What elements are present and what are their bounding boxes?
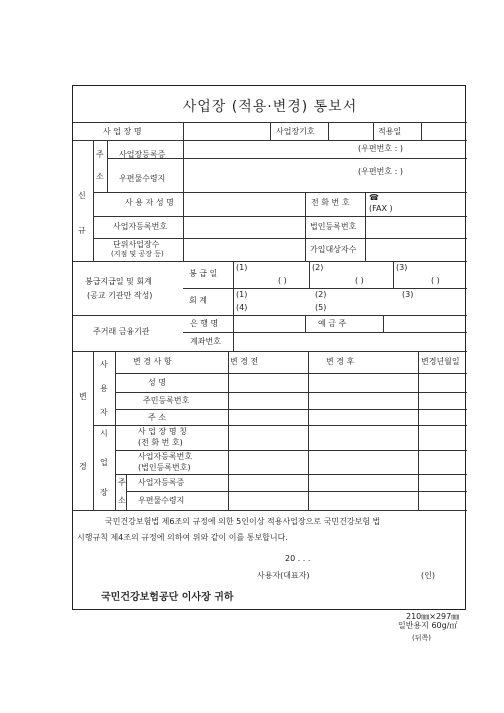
unit-count-label-2: (지점 및 공장 등) xyxy=(111,250,164,258)
rule xyxy=(73,261,467,262)
notice-line-1: 국민건강보험법 제6조의 규정에 의한 5인이상 적용사업장으로 국민건강보험 법 xyxy=(105,517,381,526)
account-holder-label: 예 금 주 xyxy=(318,319,347,328)
paper-type: 일반용지 60g/㎡ xyxy=(398,621,458,630)
rule xyxy=(115,474,467,475)
rule xyxy=(93,140,94,261)
rule xyxy=(308,351,309,510)
change-date-header: 변경년월일 xyxy=(421,357,460,366)
resident-number-label: 주민등록번호 xyxy=(143,396,190,405)
biz-label-1: 시 xyxy=(100,429,108,438)
rule xyxy=(93,425,467,426)
account-number-label: 계좌번호 xyxy=(190,337,221,346)
before-header: 변 경 전 xyxy=(230,357,259,366)
new-label-1: 신 xyxy=(78,191,86,200)
account-5: (5) xyxy=(315,303,327,312)
rule xyxy=(373,122,374,140)
rule xyxy=(305,315,306,332)
rule xyxy=(183,332,467,333)
user-label-3: 자 xyxy=(100,408,108,417)
biz-reg-label-1: 사업자등록번호 xyxy=(138,452,193,461)
rule xyxy=(183,122,184,261)
accounting-label: 회 계 xyxy=(189,296,207,305)
change-label-1: 변 xyxy=(79,392,87,401)
member-count-label: 가입대상자수 xyxy=(310,245,357,254)
rule xyxy=(305,192,306,261)
account-3: (3) xyxy=(402,290,414,299)
user-label-2: 용 xyxy=(100,384,108,393)
payday-label: 봉 급 일 xyxy=(189,269,218,278)
user-label-1: 사 xyxy=(100,360,108,369)
name-label: 성 명 xyxy=(148,378,166,387)
payday-paren-2: ( ) xyxy=(355,276,364,285)
change-addr-label-1: 주 xyxy=(118,478,126,487)
back-side-note: (뒤쪽) xyxy=(412,634,431,642)
rule xyxy=(183,288,467,289)
change-addr-label-2: 소 xyxy=(118,496,126,505)
address-label-2: 소 xyxy=(96,172,104,181)
zip-field-1[interactable]: (우편번호 : ) xyxy=(358,144,403,153)
apply-date-label: 적용일 xyxy=(378,127,402,136)
rule xyxy=(418,351,419,510)
payday-paren-1: ( ) xyxy=(278,276,287,285)
account-4: (4) xyxy=(236,303,248,312)
rule xyxy=(115,392,467,393)
rule xyxy=(126,491,467,492)
rule xyxy=(365,192,366,261)
notice-line-2: 시행규칙 제4조의 규정에 의하여 위와 같이 이를 통보합니다. xyxy=(77,533,288,542)
new-label-2: 규 xyxy=(78,226,86,235)
biz-name-label-2: (전 화 번 호) xyxy=(138,438,183,447)
biz-reg-label-2: (법인등록번호) xyxy=(138,463,191,472)
paper-size: 210㎜×297㎜ xyxy=(406,612,460,621)
rule xyxy=(421,122,422,140)
rule xyxy=(309,261,310,288)
after-header: 변 경 후 xyxy=(326,357,355,366)
business-reg-label: 사업장등록증 xyxy=(119,150,166,159)
bank-name-label: 은 행 명 xyxy=(190,319,219,328)
rule xyxy=(73,140,467,141)
rule xyxy=(228,351,229,510)
rule xyxy=(73,510,467,511)
biz-label-3: 장 xyxy=(100,488,108,497)
biz-label-2: 업 xyxy=(100,458,108,467)
account-2: (2) xyxy=(315,290,327,299)
rule xyxy=(93,216,467,217)
corp-reg-number-label: 법인등록번호 xyxy=(310,222,357,231)
form-title: 사업장 (적용·변경) 통보서 xyxy=(182,99,358,115)
rule xyxy=(328,122,329,140)
rule xyxy=(126,474,127,510)
rule xyxy=(393,261,394,288)
date-line: 20 . . . xyxy=(285,554,311,563)
payday-paren-3: ( ) xyxy=(431,276,440,285)
salary-label-1: 봉급지급일 및 회계 xyxy=(85,277,152,286)
rule xyxy=(270,122,271,140)
rule xyxy=(93,192,467,193)
payday-3: (3) xyxy=(396,263,408,272)
addressee: 국민건강보험공단 이사장 귀하 xyxy=(101,592,234,603)
seal-label: (인) xyxy=(421,571,435,580)
change-item-header: 변 경 사 항 xyxy=(133,357,172,366)
phone-label: 전 화 번 호 xyxy=(311,198,350,207)
rule xyxy=(115,450,467,451)
address-label-1: 주 xyxy=(96,150,104,159)
biz-name-label-1: 사 업 장 명 칭 xyxy=(138,427,187,436)
bank-label: 주거래 금융기관 xyxy=(93,327,150,336)
rule xyxy=(115,373,467,374)
rule xyxy=(233,261,234,351)
mail-address-label: 우편물수령지 xyxy=(119,174,166,183)
rule xyxy=(383,315,384,332)
rule xyxy=(73,315,467,316)
phone-icon: ☎ xyxy=(369,193,379,202)
payday-2: (2) xyxy=(312,263,324,272)
address-label: 주 소 xyxy=(148,413,166,422)
biz-reg-number-label: 사업자등록번호 xyxy=(113,222,168,231)
rule xyxy=(93,351,94,510)
fax-field[interactable]: (FAX ) xyxy=(369,204,393,213)
rule xyxy=(73,351,467,352)
zip-field-2[interactable]: (우편번호 : ) xyxy=(358,167,403,176)
user-name-label: 사 용 자 성 명 xyxy=(125,198,174,207)
account-1: (1) xyxy=(236,290,248,299)
signer-label: 사용자(대표자) xyxy=(257,571,310,580)
rule xyxy=(115,409,467,410)
rule xyxy=(115,351,116,510)
unit-count-label-1: 단위사업장수 xyxy=(113,240,160,249)
business-name-label: 사 업 장 명 xyxy=(103,127,142,136)
change-biz-reg-label: 사업자등록증 xyxy=(138,478,185,487)
payday-1: (1) xyxy=(236,263,248,272)
form-frame xyxy=(72,85,466,610)
business-code-label: 사업장기호 xyxy=(276,127,315,136)
change-label-2: 경 xyxy=(79,462,87,471)
rule xyxy=(107,140,108,192)
change-mail-label: 우편물수령지 xyxy=(138,496,185,505)
salary-label-2: (공교 기관만 작성) xyxy=(87,291,153,300)
rule xyxy=(93,238,467,239)
